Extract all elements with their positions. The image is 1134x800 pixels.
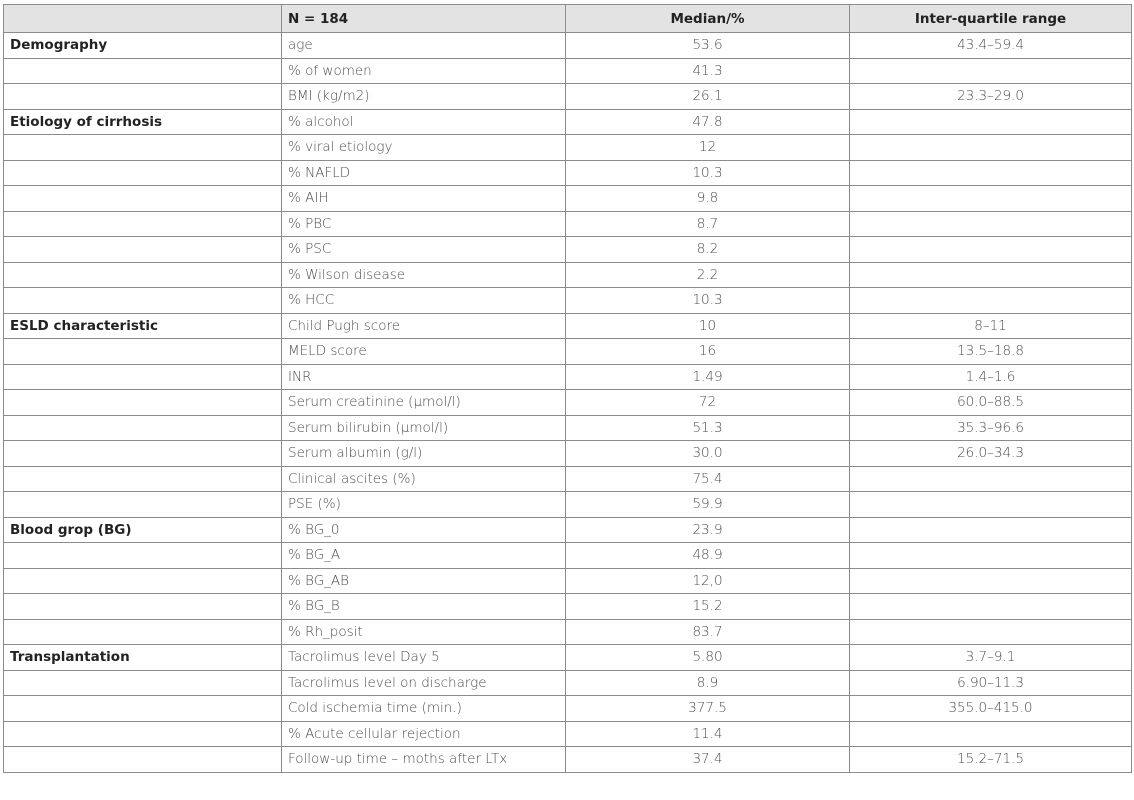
iqr-cell — [850, 135, 1132, 161]
median-cell: 37.4 — [566, 747, 850, 773]
iqr-cell — [850, 543, 1132, 569]
median-cell: 377.5 — [566, 696, 850, 722]
iqr-cell: 60.0–88.5 — [850, 390, 1132, 416]
table-row — [4, 288, 1132, 314]
header-row — [4, 5, 1132, 33]
variable-cell: Child Pugh score — [282, 313, 566, 339]
category-cell — [4, 58, 282, 84]
category-cell — [4, 160, 282, 186]
table-row — [4, 594, 1132, 620]
category-cell — [4, 492, 282, 518]
table-row — [4, 135, 1132, 161]
variable-cell: Clinical ascites (%) — [282, 466, 566, 492]
variable-cell: % PSC — [282, 237, 566, 263]
category-cell — [4, 441, 282, 467]
category-cell — [4, 288, 282, 314]
table-row — [4, 237, 1132, 263]
median-cell: 11.4 — [566, 721, 850, 747]
variable-cell: Tacrolimus level on discharge — [282, 670, 566, 696]
category-cell — [4, 747, 282, 773]
median-cell: 59.9 — [566, 492, 850, 518]
table-row — [4, 33, 1132, 59]
iqr-cell: 13.5–18.8 — [850, 339, 1132, 365]
table-row — [4, 466, 1132, 492]
variable-cell: % BG_A — [282, 543, 566, 569]
table-row — [4, 364, 1132, 390]
median-cell: 2.2 — [566, 262, 850, 288]
iqr-cell — [850, 568, 1132, 594]
iqr-cell — [850, 58, 1132, 84]
table-row — [4, 670, 1132, 696]
iqr-cell: 8–11 — [850, 313, 1132, 339]
variable-cell: age — [282, 33, 566, 59]
table-row — [4, 568, 1132, 594]
table-row — [4, 696, 1132, 722]
header-median-cell: Median/% — [566, 5, 850, 33]
variable-cell: Serum albumin (g/l) — [282, 441, 566, 467]
table-row — [4, 390, 1132, 416]
category-cell — [4, 543, 282, 569]
table-row — [4, 186, 1132, 212]
table-row — [4, 721, 1132, 747]
iqr-cell: 26.0–34.3 — [850, 441, 1132, 467]
iqr-cell — [850, 262, 1132, 288]
median-cell: 10 — [566, 313, 850, 339]
variable-cell: % Acute cellular rejection — [282, 721, 566, 747]
iqr-cell: 43.4–59.4 — [850, 33, 1132, 59]
median-cell: 8.9 — [566, 670, 850, 696]
median-cell: 16 — [566, 339, 850, 365]
category-cell: ESLD characteristic — [4, 313, 282, 339]
table-body — [4, 33, 1132, 773]
iqr-cell — [850, 211, 1132, 237]
table-row — [4, 313, 1132, 339]
category-cell: Etiology of cirrhosis — [4, 109, 282, 135]
table-row — [4, 492, 1132, 518]
iqr-cell — [850, 186, 1132, 212]
category-cell: Transplantation — [4, 645, 282, 671]
median-cell: 15.2 — [566, 594, 850, 620]
table-row — [4, 543, 1132, 569]
category-cell — [4, 619, 282, 645]
median-cell: 5.80 — [566, 645, 850, 671]
median-cell: 10.3 — [566, 288, 850, 314]
median-cell: 30.0 — [566, 441, 850, 467]
variable-cell: % Rh_posit — [282, 619, 566, 645]
category-cell — [4, 594, 282, 620]
table-row — [4, 84, 1132, 110]
header-empty-cell — [4, 5, 282, 33]
category-cell — [4, 262, 282, 288]
category-cell — [4, 415, 282, 441]
median-cell: 9.8 — [566, 186, 850, 212]
iqr-cell — [850, 721, 1132, 747]
category-cell — [4, 237, 282, 263]
category-cell — [4, 466, 282, 492]
table-row — [4, 339, 1132, 365]
variable-cell: Serum bilirubin (µmol/l) — [282, 415, 566, 441]
header-n-cell: N = 184 — [282, 5, 566, 33]
median-cell: 47.8 — [566, 109, 850, 135]
category-cell — [4, 364, 282, 390]
median-cell: 26.1 — [566, 84, 850, 110]
iqr-cell — [850, 237, 1132, 263]
iqr-cell: 23.3–29.0 — [850, 84, 1132, 110]
iqr-cell — [850, 517, 1132, 543]
variable-cell: Cold ischemia time (min.) — [282, 696, 566, 722]
variable-cell: % of women — [282, 58, 566, 84]
variable-cell: % HCC — [282, 288, 566, 314]
median-cell: 41.3 — [566, 58, 850, 84]
category-cell — [4, 670, 282, 696]
variable-cell: INR — [282, 364, 566, 390]
iqr-cell: 3.7–9.1 — [850, 645, 1132, 671]
iqr-cell — [850, 594, 1132, 620]
table-row — [4, 747, 1132, 773]
median-cell: 51.3 — [566, 415, 850, 441]
table-row — [4, 211, 1132, 237]
category-cell — [4, 568, 282, 594]
header-iqr-cell: Inter-quartile range — [850, 5, 1132, 33]
variable-cell: PSE (%) — [282, 492, 566, 518]
variable-cell: BMI (kg/m2) — [282, 84, 566, 110]
category-cell: Demography — [4, 33, 282, 59]
median-cell: 48.9 — [566, 543, 850, 569]
median-cell: 12,0 — [566, 568, 850, 594]
variable-cell: Tacrolimus level Day 5 — [282, 645, 566, 671]
median-cell: 23.9 — [566, 517, 850, 543]
variable-cell: % BG_AB — [282, 568, 566, 594]
median-cell: 10.3 — [566, 160, 850, 186]
category-cell — [4, 721, 282, 747]
variable-cell: % BG_B — [282, 594, 566, 620]
median-cell: 8.2 — [566, 237, 850, 263]
category-cell — [4, 186, 282, 212]
table-row — [4, 160, 1132, 186]
table-row — [4, 517, 1132, 543]
table-row — [4, 262, 1132, 288]
variable-cell: % alcohol — [282, 109, 566, 135]
median-cell: 83.7 — [566, 619, 850, 645]
median-cell: 8.7 — [566, 211, 850, 237]
variable-cell: % NAFLD — [282, 160, 566, 186]
iqr-cell: 6.90–11.3 — [850, 670, 1132, 696]
category-cell — [4, 390, 282, 416]
median-cell: 12 — [566, 135, 850, 161]
variable-cell: % BG_0 — [282, 517, 566, 543]
median-cell: 75.4 — [566, 466, 850, 492]
iqr-cell: 35.3–96.6 — [850, 415, 1132, 441]
variable-cell: % Wilson disease — [282, 262, 566, 288]
table-row — [4, 415, 1132, 441]
iqr-cell: 355.0–415.0 — [850, 696, 1132, 722]
table-row — [4, 109, 1132, 135]
category-cell — [4, 135, 282, 161]
table-row — [4, 441, 1132, 467]
iqr-cell — [850, 288, 1132, 314]
iqr-cell — [850, 109, 1132, 135]
iqr-cell — [850, 619, 1132, 645]
iqr-cell — [850, 492, 1132, 518]
category-cell — [4, 211, 282, 237]
variable-cell: % viral etiology — [282, 135, 566, 161]
median-cell: 53.6 — [566, 33, 850, 59]
category-cell — [4, 84, 282, 110]
iqr-cell: 1.4–1.6 — [850, 364, 1132, 390]
iqr-cell — [850, 466, 1132, 492]
category-cell — [4, 696, 282, 722]
iqr-cell — [850, 160, 1132, 186]
table-row — [4, 645, 1132, 671]
table-row — [4, 619, 1132, 645]
median-cell: 1.49 — [566, 364, 850, 390]
median-cell: 72 — [566, 390, 850, 416]
variable-cell: Follow-up time – moths after LTx — [282, 747, 566, 773]
table-row — [4, 58, 1132, 84]
category-cell — [4, 339, 282, 365]
table-header — [4, 5, 1132, 33]
variable-cell: % PBC — [282, 211, 566, 237]
variable-cell: % AIH — [282, 186, 566, 212]
iqr-cell: 15.2–71.5 — [850, 747, 1132, 773]
patient-characteristics-table — [3, 4, 1132, 773]
variable-cell: MELD score — [282, 339, 566, 365]
variable-cell: Serum creatinine (µmol/l) — [282, 390, 566, 416]
category-cell: Blood grop (BG) — [4, 517, 282, 543]
